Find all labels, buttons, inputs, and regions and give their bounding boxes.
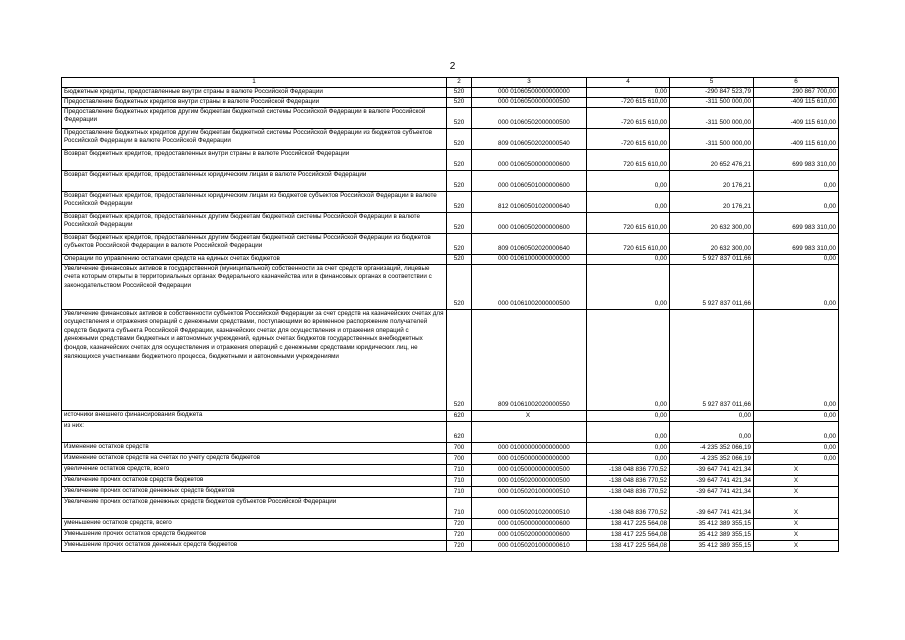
row-line-code-cell: 720: [447, 540, 472, 551]
row-col6-cell: 699 983 310,00: [754, 212, 839, 233]
row-col6-cell: 0,00: [754, 264, 839, 309]
row-col4-cell: 0,00: [587, 254, 670, 264]
row-line-code-cell: 520: [447, 128, 472, 149]
row-col4-cell: 0,00: [587, 410, 670, 421]
row-col6-cell: 0,00: [754, 254, 839, 264]
row-col5-cell: 5 927 837 011,66: [670, 264, 754, 309]
row-col4-cell: 0,00: [587, 264, 670, 309]
row-col6-cell: 0,00: [754, 191, 839, 212]
row-col6-cell: 0,00: [754, 421, 839, 442]
table-row: [62, 170, 839, 191]
row-line-code-cell: 620: [447, 410, 472, 421]
row-budget-code-cell: 000 01060502000000500: [472, 107, 587, 128]
row-name-cell: увеличение остатков средств, всего: [62, 464, 447, 475]
row-col4-cell: 0,00: [587, 88, 670, 98]
row-col6-cell: -409 115 610,00: [754, 128, 839, 149]
row-col4-cell: -138 048 836 770,52: [587, 497, 670, 518]
column-number: 5: [670, 78, 754, 88]
row-col5-cell: 5 927 837 011,66: [670, 309, 754, 410]
row-col6-cell: -409 115 610,00: [754, 97, 839, 107]
row-col4-cell: -138 048 836 770,52: [587, 486, 670, 497]
row-col6-cell: X: [754, 497, 839, 518]
row-col4-cell: -720 615 610,00: [587, 128, 670, 149]
table-row: [62, 486, 839, 497]
row-col5-cell: -311 500 000,00: [670, 97, 754, 107]
row-col4-cell: -720 615 610,00: [587, 97, 670, 107]
column-number: 6: [754, 78, 839, 88]
row-col4-cell: -138 048 836 770,52: [587, 464, 670, 475]
row-col6-cell: X: [754, 518, 839, 529]
row-budget-code-cell: 000 01050201000000610: [472, 540, 587, 551]
table-row: [62, 128, 839, 149]
row-col4-cell: 138 417 225 564,08: [587, 540, 670, 551]
row-col5-cell: -4 235 352 066,19: [670, 453, 754, 464]
row-name-cell: Увеличение прочих остатков средств бюджетов: [62, 475, 447, 486]
row-name-cell: Увеличение прочих остатков денежных средств бюджетов: [62, 486, 447, 497]
row-line-code-cell: 520: [447, 212, 472, 233]
row-col4-cell: 0,00: [587, 453, 670, 464]
row-name-cell: Уменьшение прочих остатков средств бюджетов: [62, 529, 447, 540]
row-col6-cell: 0,00: [754, 170, 839, 191]
row-budget-code-cell: 809 01060502020000540: [472, 128, 587, 149]
table-row: [62, 107, 839, 128]
table-row: [62, 421, 839, 442]
row-col5-cell: 5 927 837 011,66: [670, 254, 754, 264]
row-line-code-cell: 520: [447, 254, 472, 264]
row-col6-cell: 0,00: [754, 410, 839, 421]
row-name-cell: Возврат бюджетных кредитов, предоставленных юридическим лицам в валюте Российской Федерации: [62, 170, 447, 191]
row-col6-cell: X: [754, 475, 839, 486]
row-budget-code-cell: 812 01060501020000640: [472, 191, 587, 212]
row-line-code-cell: 520: [447, 191, 472, 212]
row-col6-cell: 699 983 310,00: [754, 233, 839, 254]
table-row: [62, 264, 839, 309]
row-col6-cell: 699 983 310,00: [754, 149, 839, 170]
table-row: [62, 97, 839, 107]
table-row: [62, 309, 839, 410]
row-budget-code-cell: 000 01050201000000510: [472, 486, 587, 497]
row-name-cell: из них:: [62, 421, 447, 442]
row-col5-cell: 20 176,21: [670, 191, 754, 212]
table-row: [62, 149, 839, 170]
table-row: [62, 464, 839, 475]
row-name-cell: Предоставление бюджетных кредитов внутри страны в валюте Российской Федерации: [62, 97, 447, 107]
column-number-row: [62, 78, 839, 88]
row-budget-code-cell: X: [472, 410, 587, 421]
row-col6-cell: -409 115 610,00: [754, 107, 839, 128]
row-name-cell: источники внешнего финансирования бюджета: [62, 410, 447, 421]
row-col5-cell: 0,00: [670, 410, 754, 421]
row-col5-cell: 20 632 300,00: [670, 212, 754, 233]
row-budget-code-cell: 000 01060500000000000: [472, 88, 587, 98]
row-col6-cell: 290 867 700,00: [754, 88, 839, 98]
row-budget-code-cell: 000 01060500000000500: [472, 97, 587, 107]
row-name-cell: Операции по управлению остатками средств на единых счетах бюджетов: [62, 254, 447, 264]
row-col4-cell: 720 615 610,00: [587, 233, 670, 254]
row-line-code-cell: 520: [447, 149, 472, 170]
row-col5-cell: -290 847 523,79: [670, 88, 754, 98]
row-budget-code-cell: 000 01050200000000600: [472, 529, 587, 540]
row-line-code-cell: 520: [447, 170, 472, 191]
column-number: 4: [587, 78, 670, 88]
row-line-code-cell: 520: [447, 88, 472, 98]
row-name-cell: уменьшение остатков средств, всего: [62, 518, 447, 529]
table-row: [62, 453, 839, 464]
column-number: 2: [447, 78, 472, 88]
row-col5-cell: 20 176,21: [670, 170, 754, 191]
row-col4-cell: 0,00: [587, 170, 670, 191]
row-name-cell: Изменение остатков средств: [62, 442, 447, 453]
row-col5-cell: -39 647 741 421,34: [670, 486, 754, 497]
row-col6-cell: X: [754, 540, 839, 551]
row-name-cell: Возврат бюджетных кредитов, предоставленных юридическим лицам из бюджетов субъектов Российской Федерации в валюте Российской Федерации: [62, 191, 447, 212]
row-col5-cell: -311 500 000,00: [670, 128, 754, 149]
row-col6-cell: 0,00: [754, 309, 839, 410]
row-budget-code-cell: 000 01060500000000600: [472, 149, 587, 170]
row-col6-cell: X: [754, 486, 839, 497]
column-number: 1: [62, 78, 447, 88]
row-name-cell: Возврат бюджетных кредитов, предоставленных другим бюджетам бюджетной системы Российской Федерации из бюджетов субъектов Российской Федерации в валюте Российской Федерации: [62, 233, 447, 254]
row-line-code-cell: 520: [447, 264, 472, 309]
row-line-code-cell: 710: [447, 475, 472, 486]
row-budget-code-cell: 809 01061002020000550: [472, 309, 587, 410]
row-col6-cell: 0,00: [754, 442, 839, 453]
row-budget-code-cell: 000 01060502000000600: [472, 212, 587, 233]
row-col5-cell: -39 647 741 421,34: [670, 497, 754, 518]
row-budget-code-cell: 000 01000000000000000: [472, 442, 587, 453]
report-table: [61, 77, 839, 552]
table-row: [62, 442, 839, 453]
row-budget-code-cell: 000 01050201020000510: [472, 497, 587, 518]
row-col4-cell: 138 417 225 564,08: [587, 529, 670, 540]
row-budget-code-cell: 000 01050200000000500: [472, 475, 587, 486]
row-line-code-cell: 720: [447, 518, 472, 529]
row-budget-code-cell: 000 01060501000000600: [472, 170, 587, 191]
row-col5-cell: -4 235 352 066,19: [670, 442, 754, 453]
table-row: [62, 518, 839, 529]
row-col5-cell: -311 500 000,00: [670, 107, 754, 128]
page-number: 2: [449, 61, 456, 72]
table-row: [62, 254, 839, 264]
table-row: [62, 212, 839, 233]
row-col4-cell: 0,00: [587, 421, 670, 442]
row-line-code-cell: 700: [447, 453, 472, 464]
row-line-code-cell: 720: [447, 529, 472, 540]
row-col5-cell: 35 412 389 355,15: [670, 540, 754, 551]
row-budget-code-cell: 000 01061000000000000: [472, 254, 587, 264]
row-col4-cell: 138 417 225 564,08: [587, 518, 670, 529]
row-name-cell: Уменьшение прочих остатков денежных средств бюджетов: [62, 540, 447, 551]
row-col6-cell: X: [754, 464, 839, 475]
row-line-code-cell: 520: [447, 233, 472, 254]
row-line-code-cell: 710: [447, 464, 472, 475]
row-col6-cell: 0,00: [754, 453, 839, 464]
table-row: [62, 88, 839, 98]
row-col4-cell: 720 615 610,00: [587, 149, 670, 170]
row-col4-cell: -138 048 836 770,52: [587, 475, 670, 486]
row-budget-code-cell: 000 01050000000000500: [472, 464, 587, 475]
row-col5-cell: 0,00: [670, 421, 754, 442]
table-row: [62, 529, 839, 540]
row-name-cell: Предоставление бюджетных кредитов другим бюджетам бюджетной системы Российской Федерации в валюте Российской Федерации: [62, 107, 447, 128]
row-line-code-cell: 620: [447, 421, 472, 442]
table-row: [62, 475, 839, 486]
row-col5-cell: -39 647 741 421,34: [670, 475, 754, 486]
row-col5-cell: 20 652 476,21: [670, 149, 754, 170]
table-row: [62, 497, 839, 518]
row-name-cell: Увеличение прочих остатков денежных средств бюджетов субъектов Российской Федерации: [62, 497, 447, 518]
table-row: [62, 233, 839, 254]
row-line-code-cell: 520: [447, 107, 472, 128]
row-name-cell: Предоставление бюджетных кредитов другим бюджетам бюджетной системы Российской Федерации из бюджетов субъектов Российской Федерации в валюте Российской Федерации: [62, 128, 447, 149]
row-name-cell: Возврат бюджетных кредитов, предоставленных другим бюджетам бюджетной системы Российской Федерации в валюте Российской Федерации: [62, 212, 447, 233]
row-col4-cell: 720 615 610,00: [587, 212, 670, 233]
row-col4-cell: 0,00: [587, 442, 670, 453]
row-line-code-cell: 520: [447, 97, 472, 107]
row-budget-code-cell: [472, 421, 587, 442]
row-col4-cell: 0,00: [587, 309, 670, 410]
row-name-cell: Изменение остатков средств на счетах по учету средств бюджетов: [62, 453, 447, 464]
column-number: 3: [472, 78, 587, 88]
row-name-cell: Увеличение финансовых активов в государственной (муниципальной) собственности за счет средств организаций, лицевые счета которым открыты в территориальных органах Федерального казначейства или в финансовых органах в соответствии с законодательством Российской Федерации: [62, 264, 447, 309]
row-budget-code-cell: 000 01050000000000000: [472, 453, 587, 464]
table-row: [62, 191, 839, 212]
row-col5-cell: 20 632 300,00: [670, 233, 754, 254]
row-line-code-cell: 520: [447, 309, 472, 410]
row-col5-cell: 35 412 389 355,15: [670, 529, 754, 540]
row-col4-cell: -720 615 610,00: [587, 107, 670, 128]
row-budget-code-cell: 000 01050000000000600: [472, 518, 587, 529]
row-col4-cell: 0,00: [587, 191, 670, 212]
row-name-cell: Увеличение финансовых активов в собственности субъектов Российской Федерации за счет средств на казначейских счетах для осуществления и отражения операций с денежными средствами, поступающими во временное распоряжение получателей средств бюджета субъекта Российской Федерации, казначейских счетах для осуществления и отражения операций с денежными средствами бюджетных и автономных учреждений, единых счетах бюджетов государственных внебюджетных фондов, казначейских счетах для осуществления и отражения операций с денежными средствами юридических лиц, не являющихся участниками бюджетного процесса, бюджетными и автономными учреждениями: [62, 309, 447, 410]
table-row: [62, 540, 839, 551]
row-line-code-cell: 710: [447, 486, 472, 497]
row-line-code-cell: 710: [447, 497, 472, 518]
row-line-code-cell: 700: [447, 442, 472, 453]
row-col5-cell: 35 412 389 355,15: [670, 518, 754, 529]
row-name-cell: Возврат бюджетных кредитов, предоставленных внутри страны в валюте Российской Федерации: [62, 149, 447, 170]
row-name-cell: Бюджетные кредиты, предоставленные внутри страны в валюте Российской Федерации: [62, 88, 447, 98]
table-row: [62, 410, 839, 421]
row-col5-cell: -39 647 741 421,34: [670, 464, 754, 475]
row-budget-code-cell: 809 01060502020000640: [472, 233, 587, 254]
row-col6-cell: X: [754, 529, 839, 540]
row-budget-code-cell: 000 01061002000000500: [472, 264, 587, 309]
